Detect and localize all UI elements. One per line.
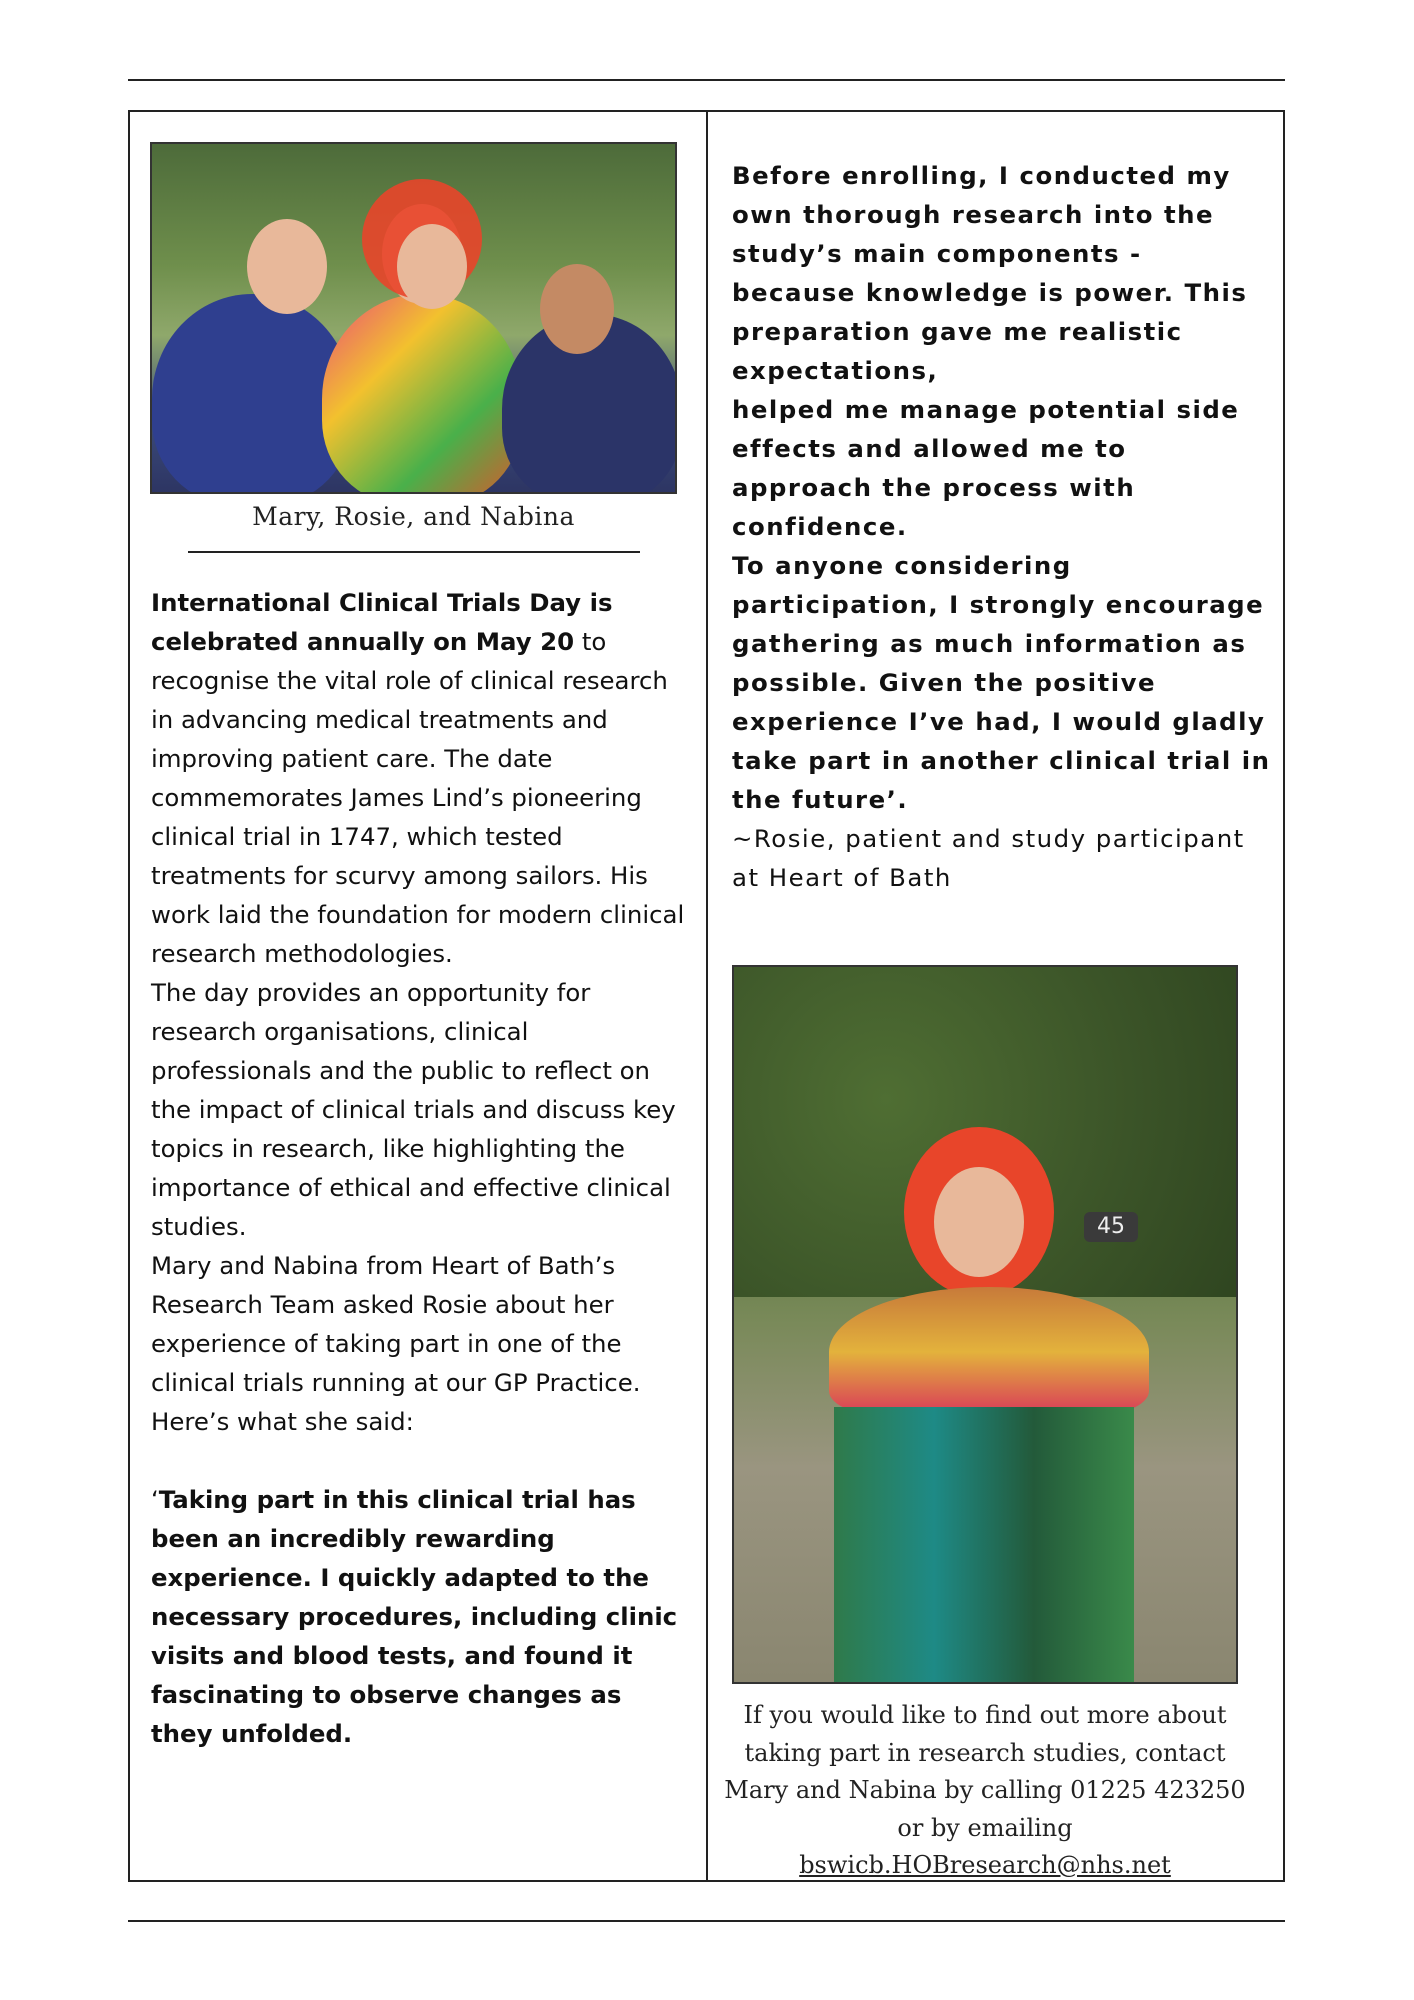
right-quote-text: [732, 156, 1272, 897]
person-rosie: [322, 294, 522, 494]
face-rosie: [397, 224, 467, 309]
intro-paragraph: [151, 583, 686, 973]
paragraph-3: Mary and Nabina from Heart of Bath’s Research Team asked Rosie about her experience of taking part in one of the clinical trials running at our GP Practice. Here’s what she said:: [151, 1251, 641, 1436]
contact-text: If you would like to find out more about taking part in research studies, contact Mary and Nabina by calling 01225 423250 or by emailing: [724, 1701, 1246, 1842]
rosie-portrait-photo: [732, 965, 1238, 1684]
quote-start-paragraph: [151, 1480, 686, 1753]
intro-bold: International Clinical Trials Day is celebrated annually on May 20: [151, 588, 613, 656]
paragraph-2: The day provides an opportunity for research organisations, clinical professionals and the public to reflect on the impact of clinical trials and discuss key topics in research, like highlighting the importance of ethical and effective clinical studies.: [151, 978, 676, 1241]
quote-open-mark: ‘: [151, 1485, 159, 1514]
patterned-coat: [834, 1407, 1134, 1684]
group-photo-caption: Mary, Rosie, and Nabina: [252, 502, 575, 531]
left-article-text: [151, 583, 686, 1753]
quote-part-2: helped me manage potential side effects and allowed me to approach the process with confidence.: [732, 395, 1240, 541]
quote-part-3: To anyone considering participation, I strongly encourage gathering as much information as possible. Given the positive experience I’ve had, I would gladly take part in another clinical trial in the future’.: [732, 551, 1271, 814]
top-rule: [128, 79, 1285, 81]
quote-attribution: ~Rosie, patient and study participant at Heart of Bath: [732, 824, 1245, 892]
caption-rule: [188, 551, 640, 553]
house-number-plate: 45: [1084, 1212, 1138, 1242]
quote-start: Taking part in this clinical trial has been an incredibly rewarding experience. I quickly adapted to the necessary procedures, including clinic visits and blood tests, and found it fascinating to observe changes as they unfolded.: [151, 1485, 678, 1748]
contact-email-link[interactable]: bswicb.HOBresearch@nhs.net: [799, 1851, 1171, 1879]
contact-caption: [718, 1697, 1252, 1885]
group-photo: [150, 142, 677, 494]
crochet-collar: [829, 1287, 1149, 1417]
paragraph-spacer: [151, 1441, 686, 1480]
bottom-rule: [128, 1920, 1285, 1922]
head-nabina: [540, 264, 614, 354]
quote-part-1: Before enrolling, I conducted my own thorough research into the study’s main components - because knowledge is power. This preparation gave me realistic expectations,: [732, 161, 1248, 385]
intro-rest: to recognise the vital role of clinical research in advancing medical treatments and improving patient care. The date commemorates James Lind’s pioneering clinical trial in 1747, which tested treatments for scurvy among sailors. His work laid the foundation for modern clinical research methodologies.: [151, 627, 685, 968]
column-divider: [706, 110, 708, 1882]
head-mary: [247, 219, 327, 314]
face: [934, 1167, 1024, 1277]
